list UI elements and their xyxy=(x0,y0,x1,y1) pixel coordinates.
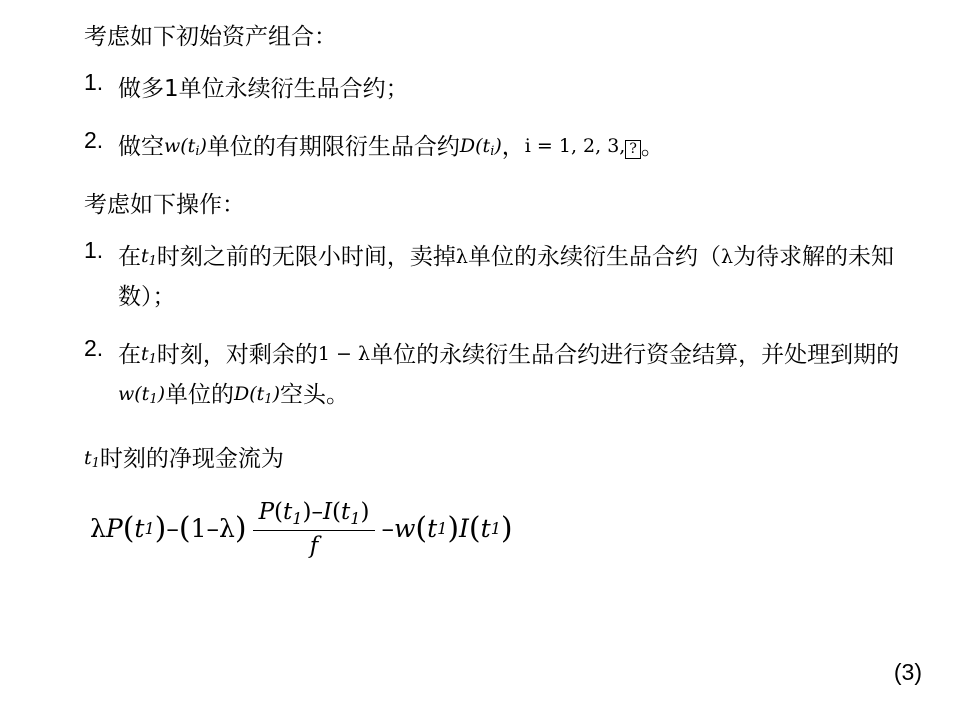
math-lambda: λ xyxy=(90,514,106,543)
math-lambda: λ xyxy=(455,245,468,268)
text-fragment: 时刻，对剩余的 xyxy=(156,342,318,368)
list-item-number: 2. xyxy=(84,335,104,361)
net-cash-flow-line xyxy=(84,440,930,473)
section-heading-operations: 考虑如下操作： xyxy=(84,191,245,218)
math-minus: – xyxy=(381,514,394,543)
list-item-text xyxy=(118,335,930,416)
paren-open: ( xyxy=(122,511,135,546)
list-item xyxy=(84,69,930,109)
paren-open: ( xyxy=(468,511,481,546)
missing-glyph-box: ? xyxy=(625,140,641,159)
text-fragment: 单位的永续衍生品合约进行资金结算，并处理到期的 xyxy=(370,342,900,368)
math-minus: – xyxy=(166,514,179,543)
text-fragment: 单位的有期限衍生品合约 xyxy=(206,134,460,161)
math-one-minus-lambda: 1 − λ xyxy=(317,343,371,365)
text-fragment: 空头。 xyxy=(280,382,349,409)
paren-close: ) xyxy=(447,511,460,546)
text-fragment: 为待求解的未知数）； xyxy=(118,243,895,310)
text-fragment: 在 xyxy=(118,342,141,368)
fraction-denominator: f xyxy=(309,532,319,559)
paren-close: ) xyxy=(234,511,247,546)
math-t1: $t_1$ xyxy=(84,446,100,471)
text-fragment: 。 xyxy=(640,134,664,161)
section-heading-portfolio: 考虑如下初始资产组合： xyxy=(84,24,337,50)
text-fragment: 单位的永续衍生品合约（ xyxy=(467,243,721,270)
math-w-t1: $w(t_1)$ xyxy=(118,383,166,408)
list-item-number: 1. xyxy=(84,69,104,95)
math-lambda: λ xyxy=(218,514,235,543)
math-minus: – xyxy=(206,514,219,543)
comma: ， xyxy=(501,134,525,161)
equation-number: (3) xyxy=(893,659,922,685)
math-w: w xyxy=(393,514,416,543)
math-subscript: 1 xyxy=(437,519,448,538)
list-item xyxy=(84,127,930,167)
list-item xyxy=(84,237,930,318)
list-item-number: 2. xyxy=(84,127,104,154)
math-t1: $t_1$ xyxy=(141,244,157,269)
math-subscript: 1 xyxy=(490,519,501,538)
math-w-ti: $w(t_i)$ xyxy=(164,135,207,160)
equation-net-cash-flow xyxy=(90,499,930,559)
paren-open: ( xyxy=(178,511,191,546)
math-I: I xyxy=(459,514,469,543)
math-t1: $t_1$ xyxy=(141,343,157,367)
text-fragment: 在 xyxy=(118,243,141,270)
math-d-ti: $D(t_i)$ xyxy=(459,135,502,160)
math-one: 1 xyxy=(190,514,207,543)
math-t: t xyxy=(134,514,145,543)
math-lambda: λ xyxy=(720,245,734,268)
fraction xyxy=(253,499,376,559)
math-subscript: 1 xyxy=(144,519,155,538)
text-fragment: 时刻之前的无限小时间，卖掉 xyxy=(156,243,456,270)
math-index-range: i = 1, 2, 3, xyxy=(524,135,626,158)
list-item xyxy=(84,335,930,416)
math-t: t xyxy=(480,514,491,543)
text-fragment: 单位的 xyxy=(165,382,235,409)
math-t: t xyxy=(427,514,438,543)
list-item-number: 1. xyxy=(84,236,104,263)
math-P: P xyxy=(105,514,123,543)
paren-close: ) xyxy=(154,511,167,546)
fraction-numerator: $P(t_1)-I(t_1)$ xyxy=(258,498,370,528)
paren-open: ( xyxy=(415,511,428,546)
list-item-text xyxy=(118,237,930,318)
text-fragment: 时刻的净现金流为 xyxy=(99,445,284,472)
text-fragment: 做空 xyxy=(118,134,164,161)
list-item-text: 做多1单位永续衍生品合约； xyxy=(118,76,409,102)
list-item-text xyxy=(118,127,930,167)
paren-close: ) xyxy=(500,511,513,546)
math-d-t1: $D(t_1)$ xyxy=(234,383,280,408)
